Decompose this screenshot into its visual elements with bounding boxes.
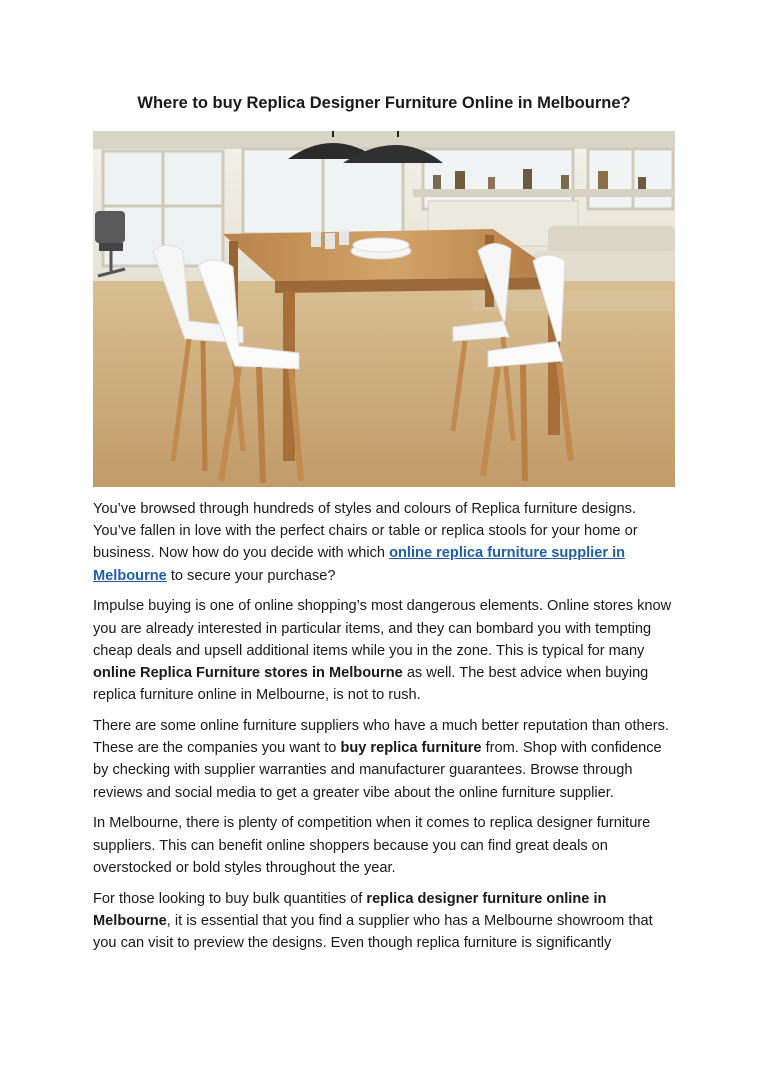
paragraph-2: [93, 595, 678, 706]
paragraph-1-text-a: You’ve browsed through hundreds of styles and colours of Replica furniture designs. You’ve fallen in love with the perfect chairs or table or replica stools for your home or business. Now how do you decide with which: [93, 501, 638, 562]
article-body: [93, 498, 678, 963]
paragraph-2-text-b: as well. The best advice when buying replica furniture online in Melbourne, is not to rush.: [93, 665, 649, 704]
paragraph-4: [93, 812, 678, 879]
paragraph-3: [93, 715, 678, 804]
paragraph-5-bold: replica designer furniture online in Melbourne: [93, 890, 607, 929]
supplier-link[interactable]: online replica furniture supplier in Melbourne: [93, 545, 626, 584]
paragraph-1: [93, 498, 678, 587]
paragraph-3-bold: buy replica furniture: [340, 740, 482, 757]
paragraph-3-text-a: There are some online furniture suppliers who have a much better reputation than others. These are the companies you want to: [93, 718, 669, 757]
dining-room-photo: [93, 131, 675, 487]
paragraph-5: [93, 888, 678, 955]
paragraph-2-bold: online Replica Furniture stores in Melbourne: [93, 665, 403, 682]
page-title: Where to buy Replica Designer Furniture Online in Melbourne?: [137, 94, 631, 112]
paragraph-5-text-b: , it is essential that you find a supplier who has a Melbourne showroom that you can visit to preview the designs. Even though replica furniture is significantly: [93, 912, 653, 952]
paragraph-4-text: In Melbourne, there is plenty of competition when it comes to replica designer furniture suppliers. This can benefit online shoppers because you can find great deals on overstocked or bold styles throughout the year.: [93, 815, 651, 876]
paragraph-1-text-b: to secure your purchase?: [166, 567, 336, 584]
paragraph-2-text-a: Impulse buying is one of online shopping’s most dangerous elements. Online stores know you are already interested in particular items, and they can bombard you with tempting cheap deals and upsell additional items while you in the zone. This is typical for many: [93, 598, 672, 659]
paragraph-3-text-b: from. Shop with confidence by checking with supplier warranties and manufacturer guarantees. Browse through reviews and social media to get a greater vibe about the online furniture supplier.: [93, 740, 662, 801]
paragraph-5-text-a: For those looking to buy bulk quantities of: [93, 890, 367, 907]
